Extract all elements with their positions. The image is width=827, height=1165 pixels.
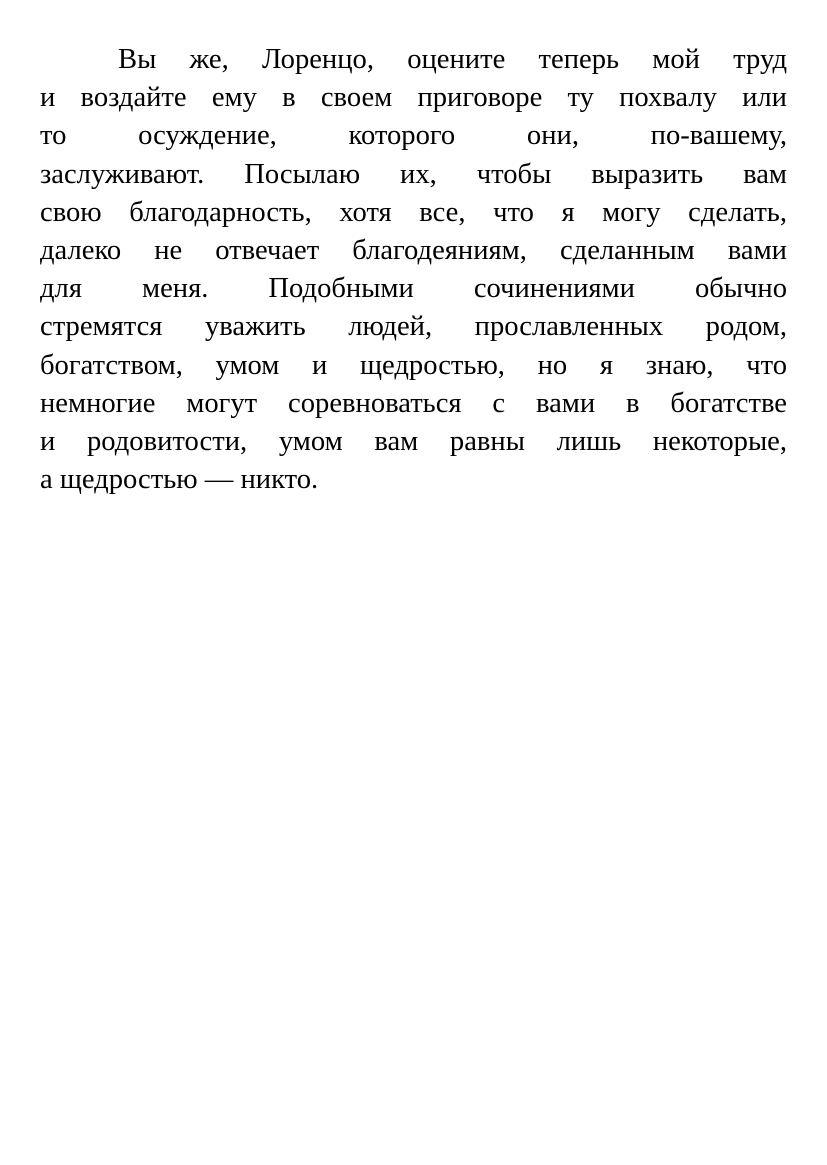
- paragraph-line: свою благодарность, хотя все, что я могу сделать,: [40, 196, 787, 228]
- paragraph-line: заслуживают. Посылаю их, чтобы выразить вам: [40, 158, 787, 190]
- paragraph-line: а щедростью — никто.: [40, 464, 319, 496]
- paragraph-line: то осуждение, которого они, по-вашему,: [40, 120, 787, 152]
- body-paragraph: [40, 41, 787, 499]
- document-page: [40, 41, 787, 499]
- paragraph-line: богатством, умом и щедростью, но я знаю, что: [40, 349, 787, 381]
- paragraph-line: для меня. Подобными сочинениями обычно: [40, 273, 787, 305]
- paragraph-line: далеко не отвечает благодеяниям, сделанным вами: [40, 234, 787, 266]
- paragraph-line: немногие могут соревноваться с вами в богатстве: [40, 387, 787, 419]
- paragraph-line: Вы же, Лоренцо, оцените теперь мой труд: [118, 44, 787, 75]
- paragraph-line: и воздайте ему в своем приговоре ту похвалу или: [40, 82, 787, 114]
- paragraph-line: и родовитости, умом вам равны лишь некоторые,: [40, 425, 787, 457]
- paragraph-line: стремятся уважить людей, прославленных родом,: [40, 311, 787, 343]
